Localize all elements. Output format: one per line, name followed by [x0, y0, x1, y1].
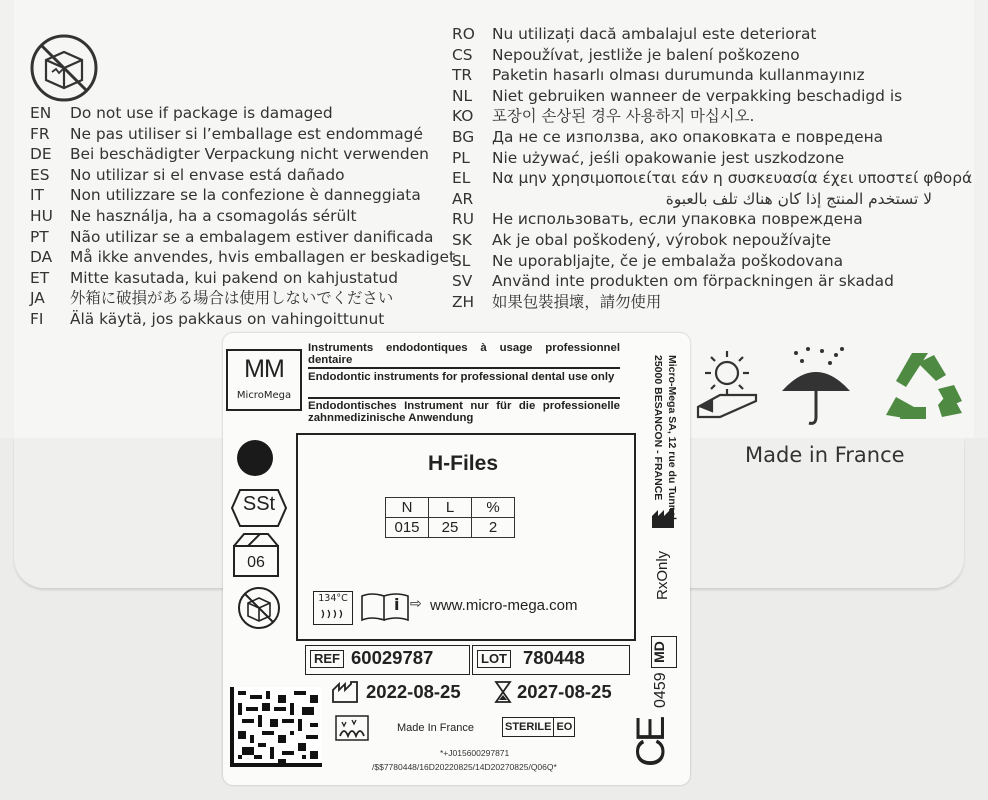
lot-number: 780448 — [523, 647, 585, 668]
info-icon: i — [394, 595, 400, 614]
medical-device-badge: MD — [651, 636, 677, 668]
table-row — [386, 518, 515, 538]
sterile-eo-badge: STERILE EO — [502, 717, 575, 737]
table-cell: 25 — [429, 518, 472, 538]
lang-row-ja: JA 外箱に破損がある場合は使用しないでください — [30, 289, 394, 308]
lang-row-sk: SK Ak je obal poškodený, výrobok nepoužívajte — [452, 230, 832, 249]
lang-row-pl: PL Nie używać, jeśli opakowanie jest uszkodzone — [452, 148, 845, 167]
made-in-france-text: Made in France — [745, 443, 905, 467]
micromega-logo: MM MicroMega — [226, 349, 302, 411]
lang-row-et: ET Mitte kasutada, kui pakend on kahjustatud — [30, 268, 399, 287]
black-circle-icon — [234, 437, 276, 479]
divider — [308, 367, 620, 369]
lot-tag: LOT — [477, 650, 511, 668]
rx-only-label: RxOnly — [654, 550, 671, 600]
autoclave-icon: 134°C — [313, 591, 353, 625]
expiry-date: 2027-08-25 — [517, 681, 612, 702]
lang-row-ko: KO 포장이 손상된 경우 사용하지 마십시오. — [452, 107, 755, 126]
lang-row-es: ES No utilizar si el envase está dañado — [30, 165, 345, 184]
instructions-de: Endodontisches Instrument nur für die professionelle zahnmedizinische Anwendung — [308, 400, 620, 424]
instructions-en: Endodontic instruments for professional dental use only — [308, 371, 615, 383]
lang-row-en: EN Do not use if package is damaged — [30, 104, 333, 122]
expiry-hourglass-icon — [494, 680, 512, 704]
table-header-cell: L — [429, 498, 472, 518]
table-cell: 015 — [386, 518, 429, 538]
size-table — [385, 497, 515, 538]
keep-away-from-sunlight-icon — [698, 351, 756, 417]
do-not-use-if-damaged-small-icon — [236, 585, 282, 631]
instructions-fr: Instruments endodontiques à usage professionnel dentaire — [308, 342, 620, 366]
lang-row-de: DE Bei beschädigter Verpackung nicht verwenden — [30, 145, 429, 164]
lang-row-ar: AR لا تستخدم المنتج إذا كان هناك تلف بالعبوة — [452, 189, 932, 208]
barcode-text-2: /$$7780448/16D20220825/14D20270825/Q06Q* — [372, 762, 557, 772]
lang-row-cs: CS Nepoužívat, jestliže je balení poškozeno — [452, 45, 800, 64]
do-not-use-if-damaged-icon — [28, 32, 100, 104]
language-list-left — [30, 103, 455, 330]
lang-row-el: EL Να μην χρησιμοποιείται εάν η συσκευασία έχει υποστεί φθορά — [452, 169, 973, 188]
barcode-text-1: *+J015600297871 — [440, 748, 510, 758]
ce-mark: CE — [629, 719, 673, 767]
divider — [308, 397, 620, 399]
ref-number: 60029787 — [351, 647, 434, 668]
lang-row-sl: SL Ne uporabljajte, če je embalaža poškodovana — [452, 251, 844, 270]
table-header-cell: % — [472, 498, 515, 518]
website-link[interactable]: www.micro-mega.com — [430, 597, 578, 614]
lang-row-fr: FR Ne pas utiliser si l’emballage est endommagé — [30, 124, 423, 143]
product-name: H-Files — [427, 452, 498, 475]
lang-row-pt: PT Não utilizar se a embalagem estiver danificada — [30, 227, 434, 246]
lang-row-tr: TR Paketin hasarlı olması durumunda kullanmayınız — [452, 66, 865, 85]
table-header-row — [386, 498, 515, 518]
manufacture-date-icon — [331, 680, 359, 704]
keep-dry-umbrella-icon — [782, 347, 850, 423]
ref-field — [305, 645, 470, 675]
recycle-icon — [886, 353, 962, 419]
consult-instructions-icon — [360, 592, 410, 622]
datamatrix-barcode — [230, 687, 322, 767]
lang-row-it: IT Non utilizzare se la confezione è danneggiata — [30, 186, 421, 205]
quantity-value: 06 — [247, 554, 265, 571]
lang-row-bg: BG Да не се използва, ако опаковката е повредена — [452, 127, 884, 146]
lang-row-hu: HU Ne használja, ha a csomagolás sérült — [30, 206, 357, 225]
lang-row-ru: RU Не использовать, если упаковка повреждена — [452, 210, 863, 229]
lot-field — [472, 645, 630, 675]
lang-row-nl: NL Niet gebruiken wanneer de verpakking beschadigd is — [452, 86, 903, 105]
sst-label: SSt — [242, 493, 276, 515]
manufacturer-address-1: Micro-Mega SA, 12 rue du Tunnel — [666, 355, 678, 520]
language-list-right — [452, 24, 972, 312]
lang-row-zh: ZH 如果包裝損壞，請勿使用 — [452, 292, 662, 311]
storage-symbols — [690, 345, 980, 445]
made-in-france-small: Made In France — [397, 722, 475, 734]
sterilization-symbol-icon — [334, 714, 370, 742]
notified-body-number: 0459 — [652, 672, 669, 708]
lang-row-da: DA Må ikke anvendes, hvis emballagen er beskadiget — [30, 248, 455, 267]
lang-row-fi: FI Älä käytä, jos pakkaus on vahingoittunut — [30, 309, 385, 328]
steam-icon — [320, 606, 346, 620]
table-header-cell: N — [386, 498, 429, 518]
ref-tag: REF — [310, 650, 344, 668]
manufacture-date: 2022-08-25 — [366, 681, 461, 702]
lang-row-ro: RO Nu utilizați dacă ambalajul este deteriorat — [452, 25, 817, 43]
table-cell: 2 — [472, 518, 515, 538]
manufacturer-address-2: 25000 BESANCON - FRANCE — [652, 355, 664, 501]
lang-row-sv: SV Använd inte produkten om förpackningen är skadad — [452, 272, 894, 291]
arrow-right-icon: ⇨ — [410, 596, 422, 612]
